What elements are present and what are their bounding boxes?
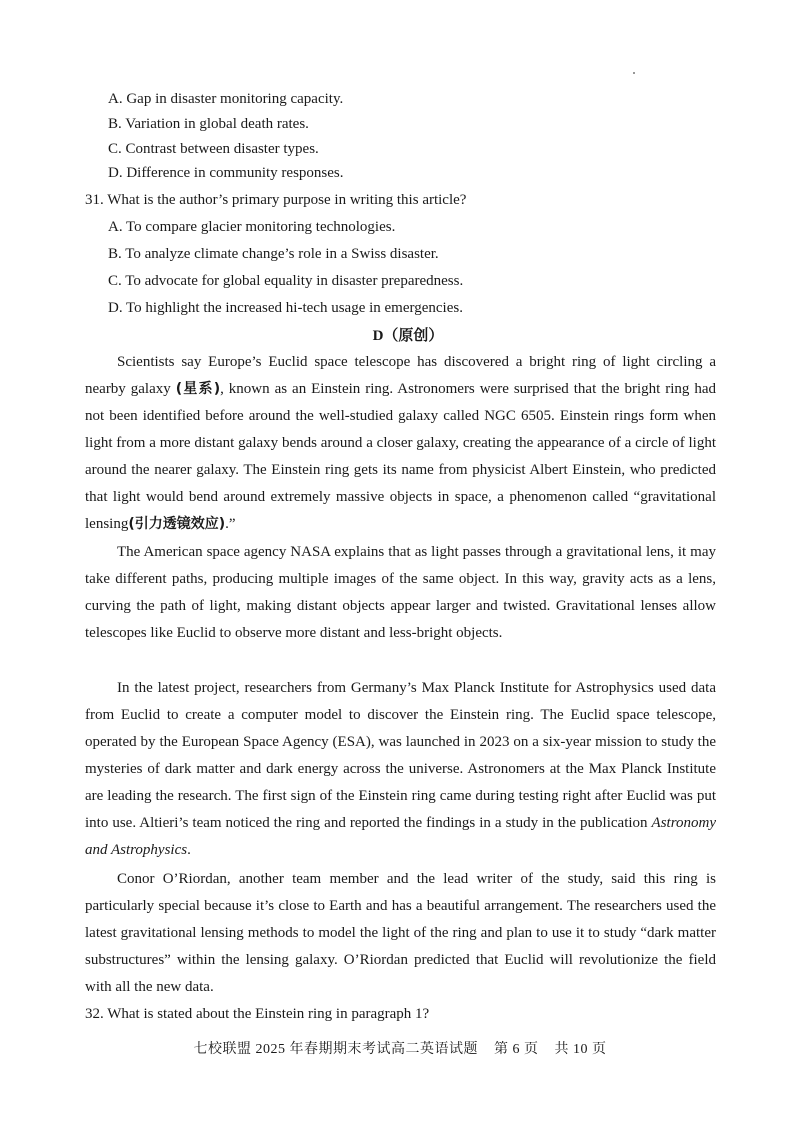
footer-exam-title: 七校联盟 2025 年春期期末考试高二英语试题 bbox=[193, 1042, 478, 1057]
page-footer bbox=[0, 1038, 800, 1058]
passage-paragraph-2: The American space agency NASA explains that as light passes through a gravitational lens, it may take different paths, producing multiple images of the same object. In this way, gravity acts as a lens, curving the path of light, making distant objects appear larger and twisted. Gravitational lenses allow telescopes like Euclid to observe more distant and less-bright objects. bbox=[85, 544, 716, 641]
section-title: D（原创） bbox=[372, 328, 444, 344]
publication-title: Astronomy and Astrophysics bbox=[85, 815, 716, 858]
q30-option-d: D. Difference in community responses. bbox=[108, 165, 344, 181]
q30-option-c: C. Contrast between disaster types. bbox=[108, 141, 319, 157]
q31-option-a: A. To compare glacier monitoring technologies. bbox=[108, 219, 396, 235]
scan-speck bbox=[633, 72, 635, 74]
q31-option-c: C. To advocate for global equality in disaster preparedness. bbox=[108, 273, 464, 289]
passage-paragraph-1: Scientists say Europe’s Euclid space telescope has discovered a bright ring of light circling a nearby galaxy (星系), known as an Einstein ring. Astronomers were surprised that the bright ring had not been identified before around the well-studied galaxy called NGC 6505. Einstein rings form when light from a more distant galaxy bends around a closer galaxy, creating the appearance of a circle of light around the nearer galaxy. The Einstein ring gets its name from physicist Albert Einstein, who predicted that light would bend around extremely massive objects in space, a phenomenon called “gravitational lensing(引力透镜效应).” bbox=[85, 354, 717, 532]
q30-option-a: A. Gap in disaster monitoring capacity. bbox=[108, 91, 344, 107]
passage-paragraph-3: In the latest project, researchers from Germany’s Max Planck Institute for Astrophysics used data from Euclid to create a computer model to discover the Einstein ring. The Euclid space telescope, operated by the European Space Agency (ESA), was launched in 2023 on a six-year mission to study the mysteries of dark matter and dark energy across the universe. Astronomers at the Max Planck Institute are leading the research. The first sign of the Einstein ring came during testing right after Euclid was put into use. Altieri’s team noticed the ring and reported the findings in a study in the publication Astronomy and Astrophysics. bbox=[85, 680, 716, 858]
footer-total-pages: 共 10 页 bbox=[554, 1042, 607, 1057]
q31-stem: 31. What is the author’s primary purpose in writing this article? bbox=[85, 192, 467, 208]
passage-paragraph-4: Conor O’Riordan, another team member and the lead writer of the study, said this ring is particularly special because it’s close to Earth and has a beautiful arrangement. The researchers used the latest gravitational lensing methods to model the light of the ring and plan to use it to study “dark matter substructures” within the lensing galaxy. O’Riordan predicted that Euclid will revolutionize the field with all the new data. bbox=[85, 871, 716, 995]
gloss-galaxy: (星系) bbox=[175, 381, 221, 397]
gloss-lensing: (引力透镜效应) bbox=[128, 516, 226, 532]
q32-stem: 32. What is stated about the Einstein ring in paragraph 1? bbox=[85, 1006, 430, 1022]
footer-page-number: 第 6 页 bbox=[494, 1042, 539, 1057]
q31-option-b: B. To analyze climate change’s role in a Swiss disaster. bbox=[108, 246, 439, 262]
q30-option-b: B. Variation in global death rates. bbox=[108, 116, 309, 132]
q31-option-d: D. To highlight the increased hi-tech usage in emergencies. bbox=[108, 300, 463, 316]
